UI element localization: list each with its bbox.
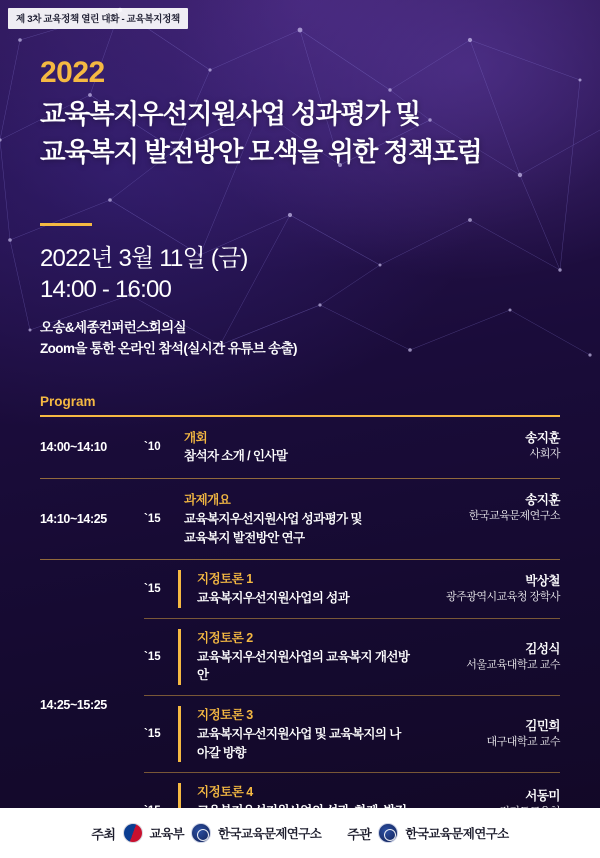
program-row-person: [412, 429, 560, 467]
event-date: 2022년 3월 11일 (금): [40, 245, 248, 273]
discussion-row: [144, 618, 560, 695]
program-row-body: [178, 491, 412, 547]
host-label: 주최: [91, 826, 116, 842]
poster-year: 2022: [40, 56, 105, 89]
discussion-row-person: [412, 640, 560, 674]
organizer-label: 주관: [347, 826, 372, 842]
poster-footer: [0, 808, 600, 858]
discussion-row-desc: 교육복지우선지원사업의 성과: [197, 591, 350, 606]
venue-line-2: Zoom을 통한 온라인 참석(실시간 유튜브 송출): [40, 340, 297, 356]
program-row-body: [178, 429, 412, 467]
program-row-title: 과제개요: [184, 493, 231, 508]
program-heading: Program: [40, 393, 96, 409]
discussion-row-title: 지정토론 4: [197, 785, 253, 800]
event-venue: [40, 318, 560, 360]
host-extra-org: 한국교육문제연구소: [217, 827, 322, 841]
speaker-org: 한국교육문제연구소: [468, 510, 560, 523]
discussion-group-time: 14:25~15:25: [40, 697, 107, 712]
program-row-desc-2: 교육복지 발전방안 연구: [184, 530, 305, 545]
discussion-rows: [144, 560, 560, 849]
program-row-time: 14:00~14:10: [40, 440, 107, 455]
accent-bar: [178, 570, 181, 608]
accent-bar: [178, 706, 181, 762]
speaker-name: 박상철: [525, 574, 560, 589]
institute-emblem-icon: [191, 823, 211, 843]
discussion-row-desc: 교육복지우선지원사업 및 교육복지의 나아갈 방향: [197, 726, 401, 760]
discussion-row-person: [412, 572, 560, 606]
event-time: 14:00 - 16:00: [40, 275, 172, 303]
speaker-name: 김성식: [525, 642, 560, 657]
speaker-name: 송지훈: [525, 493, 560, 508]
discussion-row: [144, 560, 560, 618]
footer-organizer: [347, 823, 508, 843]
poster-title: [40, 96, 560, 171]
discussion-row: [144, 695, 560, 772]
footer-host: [91, 823, 321, 843]
accent-bar: [178, 629, 181, 685]
speaker-org: 대구대학교 교수: [486, 736, 560, 749]
speaker-org: 서울교육대학교 교수: [466, 659, 560, 672]
speaker-name: 김민희: [525, 719, 560, 734]
discussion-row-duration: `15: [144, 650, 161, 663]
discussion-row-duration: `15: [144, 583, 161, 596]
poster-content: [0, 56, 600, 858]
discussion-row-body: [191, 706, 412, 762]
discussion-row-body: [191, 570, 412, 608]
discussion-row-body: [191, 629, 412, 685]
event-tag-badge: 제 3차 교육정책 열린 대화 - 교육복지정책: [8, 8, 188, 29]
program-row-time: 14:10~14:25: [40, 512, 107, 527]
program-row: [40, 479, 560, 559]
discussion-group: [40, 560, 560, 849]
program-row-duration: `15: [144, 513, 161, 526]
program-row-person: [412, 491, 560, 547]
speaker-org: 사회자: [529, 447, 560, 460]
program-row-duration: `10: [144, 441, 161, 454]
host-org: 교육부: [149, 827, 184, 841]
speaker-name: 서동미: [525, 788, 560, 803]
program-row: [40, 417, 560, 479]
discussion-row-title: 지정토론 3: [197, 708, 253, 723]
title-line-1: 교육복지우선지원사업 성과평가 및: [40, 99, 421, 129]
discussion-row-desc: 교육복지우선지원사업의 교육복지 개선방안: [197, 649, 410, 683]
discussion-row-title: 지정토론 2: [197, 630, 253, 645]
program-row-title: 개회: [184, 430, 208, 445]
speaker-name: 송지훈: [525, 430, 560, 445]
discussion-row-title: 지정토론 1: [197, 572, 253, 587]
title-line-2: 교육복지 발전방안 모색을 위한 정책포럼: [40, 136, 482, 167]
institute-emblem-icon: [378, 823, 398, 843]
ministry-emblem-icon: [123, 823, 143, 843]
organizer-org: 한국교육문제연구소: [405, 827, 509, 841]
speaker-org: 광주광역시교육청 장학사: [446, 591, 560, 604]
program-row-desc-1: 교육복지우선지원사업 성과평가 및: [184, 511, 362, 526]
program-row-desc: 참석자 소개 / 인사말: [184, 449, 288, 464]
discussion-row-person: [412, 717, 560, 751]
venue-line-1: 오송&세종컨퍼런스회의실: [40, 319, 187, 335]
discussion-row-duration: `15: [144, 728, 161, 741]
accent-divider: [40, 223, 92, 226]
